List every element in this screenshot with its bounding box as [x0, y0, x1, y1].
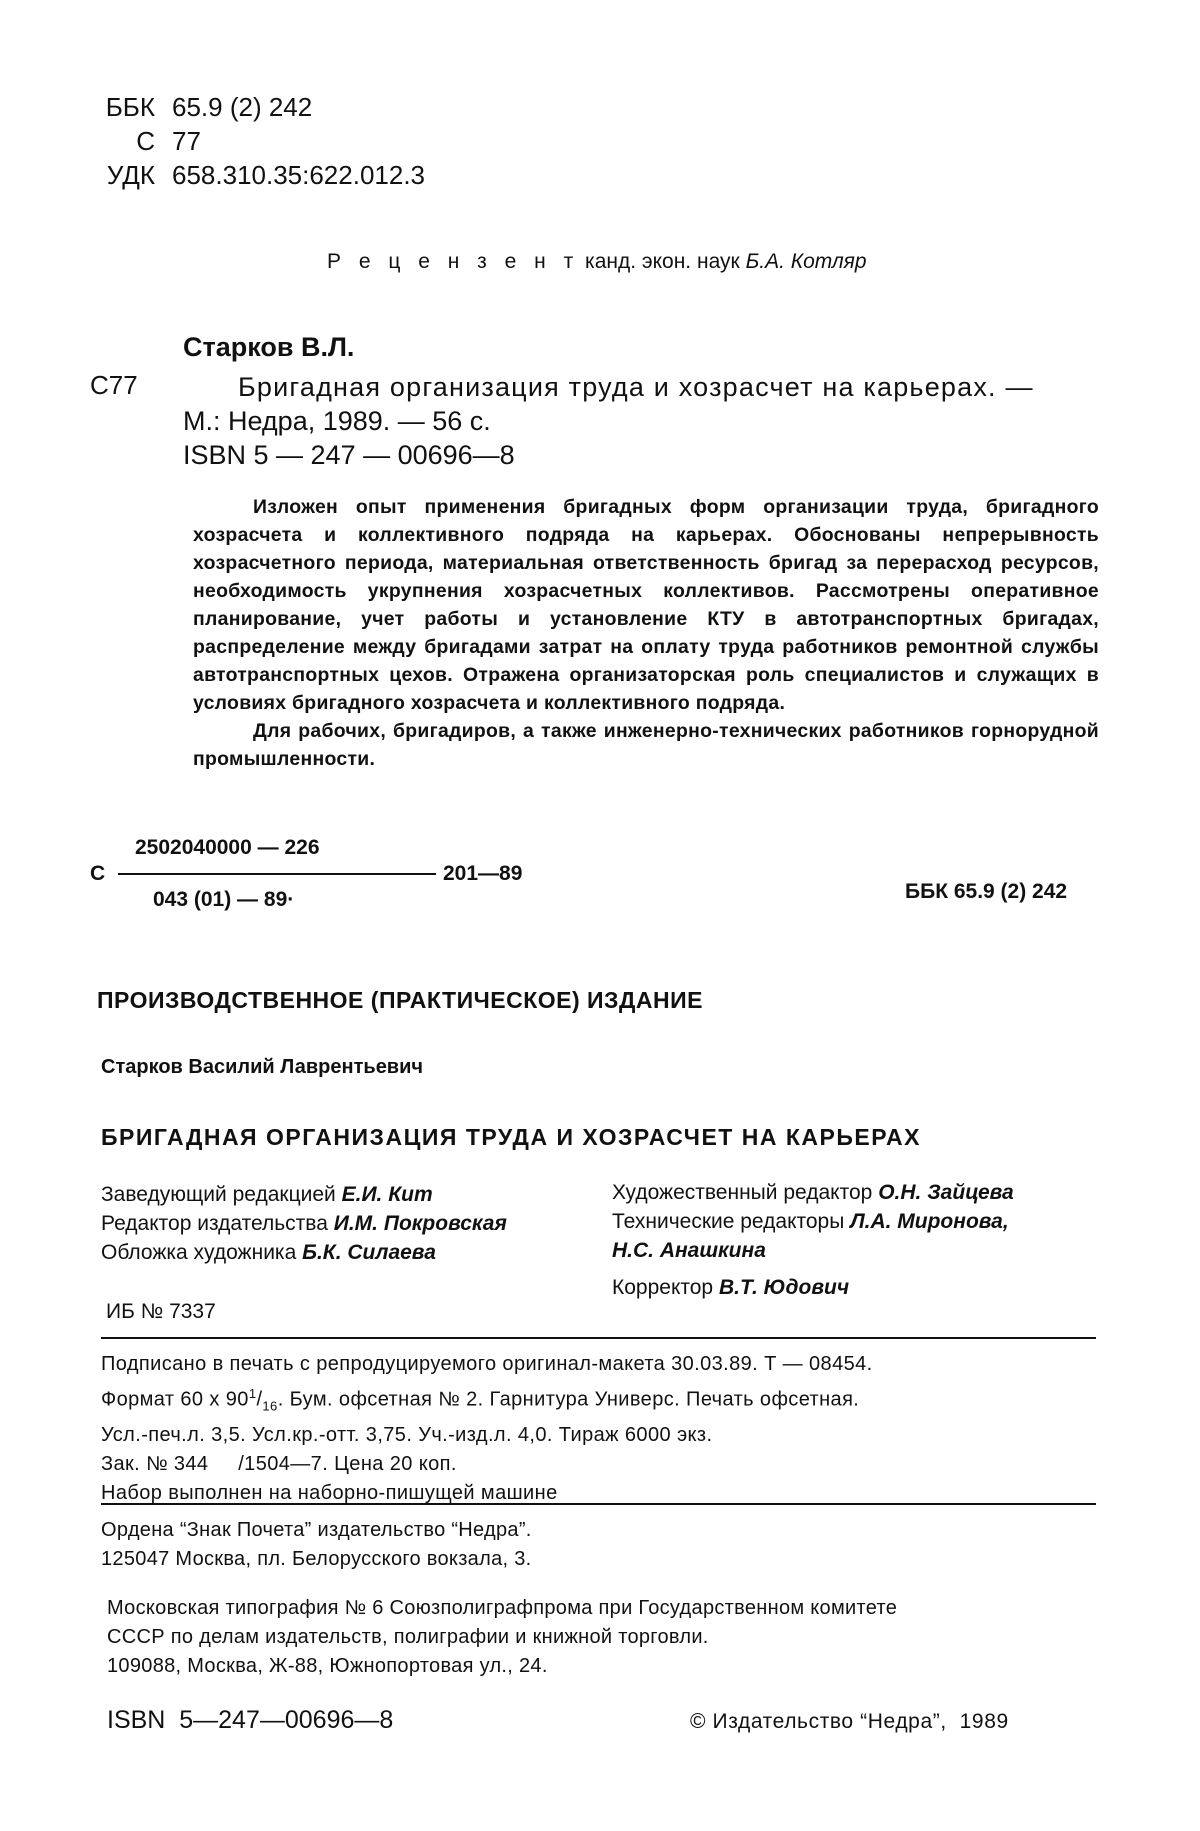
- ib-number: ИБ № 7337: [106, 1300, 216, 1323]
- abstract: [193, 493, 1099, 773]
- reviewer-name: Б.А. Котляр: [745, 250, 867, 273]
- reviewer-label: Р е ц е н з е н т: [327, 250, 580, 273]
- catalog-suffix: 201—89: [443, 862, 523, 885]
- catalog-prefix: С: [90, 862, 106, 885]
- printer-line-3: 109088, Москва, Ж-88, Южнопортовая ул., 24.: [107, 1655, 548, 1677]
- reviewer-line: [327, 250, 867, 274]
- print-info: [101, 1350, 873, 1508]
- staff-tech-2: Н.С. Анашкина: [612, 1239, 766, 1262]
- catalog-numerator: 2502040000 — 226: [135, 836, 320, 859]
- udk-label: УДК: [106, 160, 155, 190]
- author-full: Старков Василий Лаврентьевич: [101, 1056, 424, 1078]
- print-line-4: Зак. № 344 /1504—7. Цена 20 коп.: [101, 1452, 457, 1475]
- abstract-audience: Для рабочих, бригадиров, а также инженерно-технических работников горнорудной промышленности.: [193, 720, 1099, 770]
- print-line-5: Набор выполнен на наборно-пишущей машине: [101, 1481, 558, 1504]
- printer-line-2: СССР по делам издательств, полиграфии и книжной торговли.: [107, 1626, 709, 1648]
- isbn-line: ISBN 5 — 247 — 00696—8: [183, 440, 515, 470]
- publication-line: М.: Недра, 1989. — 56 с.: [183, 406, 491, 436]
- bbk-value: 65.9 (2) 242: [172, 92, 313, 122]
- staff-art: Художественный редактор О.Н. Зайцева: [612, 1181, 1014, 1204]
- index-code: С77: [90, 370, 138, 400]
- staff-proof: Корректор В.Т. Юдович: [612, 1276, 850, 1299]
- publisher: [101, 1516, 532, 1574]
- book-title-line: Бригадная организация труда и хозрасчет на карьерах. —: [238, 372, 1034, 402]
- printer-line-1: Московская типография № 6 Союзполиграфпрома при Государственном комитете: [107, 1597, 898, 1619]
- footer-isbn: ISBN 5—247—00696—8: [107, 1706, 394, 1734]
- staff-head: Заведующий редакцией Е.И. Кит: [101, 1183, 433, 1206]
- footer-copyright: © Издательство “Недра”, 1989: [690, 1710, 1009, 1733]
- print-line-2: Формат 60 х $90^1/_{16}$. Бум. офсетная № 2. Гарнитура Универс. Печать офсетная.: [101, 1386, 860, 1414]
- c-label: С: [136, 126, 155, 156]
- edition-type: ПРОИЗВОДСТВЕННОЕ (ПРАКТИЧЕСКОЕ) ИЗДАНИЕ: [97, 987, 703, 1013]
- staff-tech: Технические редакторы Л.А. Миронова,: [612, 1210, 1009, 1233]
- author-short: Старков В.Л.: [183, 332, 355, 362]
- print-line-3: Усл.-печ.л. 3,5. Усл.кр.-отт. 3,75. Уч.-изд.л. 4,0. Тираж 6000 экз.: [101, 1423, 713, 1446]
- publisher-line-1: Ордена “Знак Почета” издательство “Недра”.: [101, 1519, 532, 1541]
- staff-editor: Редактор издательства И.М. Покровская: [101, 1212, 507, 1235]
- bbk-label: ББК: [105, 92, 155, 122]
- title-caps: БРИГАДНАЯ ОРГАНИЗАЦИЯ ТРУДА И ХОЗРАСЧЕТ НА КАРЬЕРАХ: [101, 1124, 921, 1150]
- divider: [101, 1503, 1096, 1505]
- c-value: 77: [172, 126, 201, 156]
- publisher-line-2: 125047 Москва, пл. Белорусского вокзала, 3.: [101, 1548, 532, 1570]
- udk-value: 658.310.35:622.012.3: [172, 160, 426, 190]
- printer: [107, 1594, 897, 1681]
- catalog-bbk: ББК 65.9 (2) 242: [905, 880, 1068, 903]
- divider: [101, 1337, 1096, 1339]
- fraction-line: [118, 873, 436, 875]
- catalog-denominator: 043 (01) — 89·: [153, 888, 295, 911]
- staff-left: [101, 1180, 507, 1267]
- reviewer-degree: канд. экон. наук: [585, 250, 740, 273]
- staff-cover: Обложка художника Б.К. Силаева: [101, 1241, 436, 1264]
- abstract-paragraph: Изложен опыт применения бригадных форм организации труда, бригадного хозрасчета и коллективного подряда на карьерах. Обоснованы непрерывность хозрасчетного периода, материальная ответственность бригад за перерасход ресурсов, необходимость укрупнения хозрасчетных коллективов. Рассмотрены оперативное планирование, учет работы и установление КТУ в автотранспортных бригадах, распределение между бригадами затрат на оплату труда работников ремонтной службы автотранспортных цехов. Отражена организаторская роль специалистов и служащих в условиях бригадного хозрасчета и коллективного подряда.: [193, 496, 1099, 714]
- print-line-1: Подписано в печать с репродуцируемого оригинал-макета 30.03.89. Т — 08454.: [101, 1353, 873, 1375]
- staff-right: [612, 1178, 1014, 1302]
